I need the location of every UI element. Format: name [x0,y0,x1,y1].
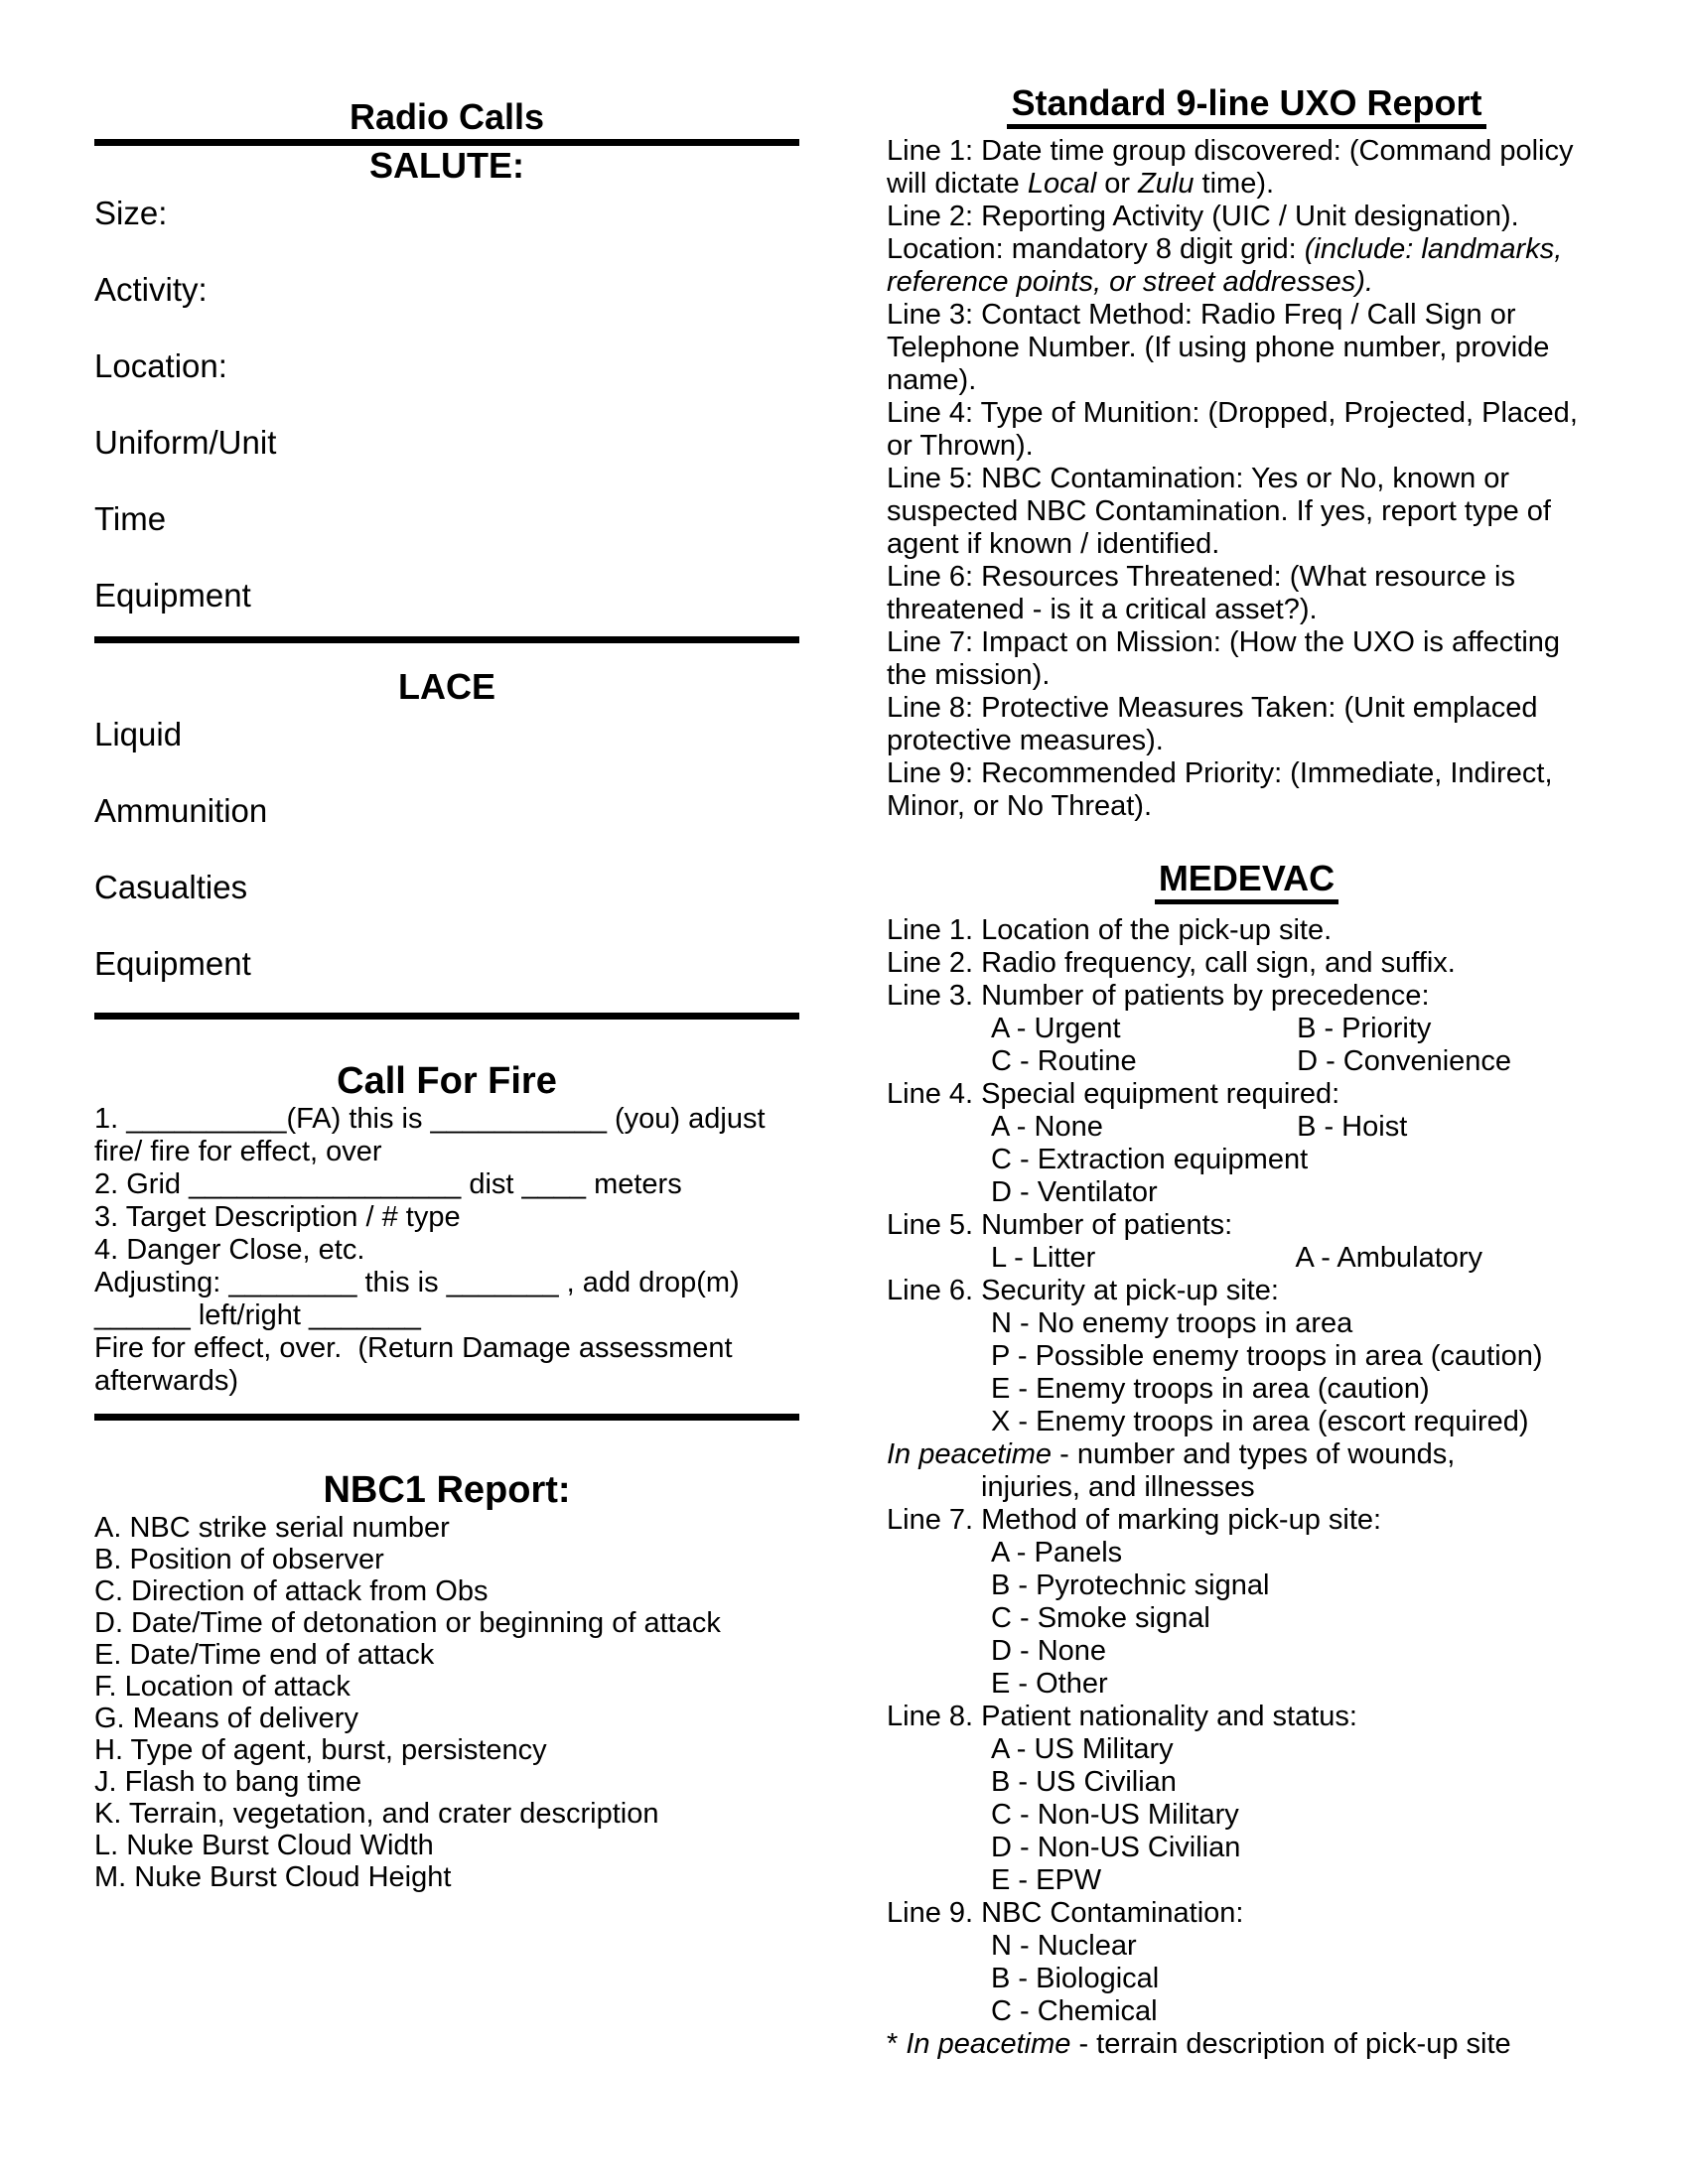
uxo-paragraph: Location: mandatory 8 digit grid: (include: landmarks, reference points, or street addresses). [887,233,1563,298]
salute-field: Size: [94,195,168,231]
medevac-row-text: Line 1. Location of the pick-up site. [887,914,1333,946]
medevac-row [887,1864,1607,1897]
medevac-row [887,1471,1607,1504]
medevac-row [887,1045,1607,1078]
medevac-row [887,1340,1607,1373]
lace-field: Ammunition [94,792,268,829]
medevac-row-text: A - Panels [991,1537,1123,1569]
medevac-row [887,1209,1607,1242]
medevac-row [887,1307,1607,1340]
call-for-fire-line: Adjusting: ________ this is _______ , add drop(m) [94,1267,740,1298]
uxo-paragraph: Line 7: Impact on Mission: (How the UXO is affecting the mission). [887,626,1561,691]
medevac-row-text: C - Extraction equipment [991,1144,1309,1175]
medevac-row [887,1701,1607,1733]
medevac-row-text: E - Other [991,1668,1108,1700]
salute-heading: SALUTE: [369,145,524,186]
medevac-row [887,1733,1607,1766]
uxo-paragraph: Line 5: NBC Contamination: Yes or No, known or suspected NBC Contamination. If yes, report type of agent if known / identified. [887,463,1551,560]
medevac-row [887,1537,1607,1570]
salute-field: Activity: [94,271,208,308]
medevac-row [887,1832,1607,1864]
call-for-fire-line: fire/ fire for effect, over [94,1136,382,1167]
medevac-row [887,1963,1607,1995]
lace-field: Liquid [94,716,183,752]
medevac-row-text: In peacetime - number and types of wounds, [887,1438,1456,1470]
nbc1-item: L. Nuke Burst Cloud Width [94,1830,434,1861]
nbc1-heading: NBC1 Report: [323,1469,571,1511]
medevac-row [887,1930,1607,1963]
medevac-row-second-column-text: B - Priority [1297,1013,1432,1044]
medevac-row-text: A - None [991,1111,1103,1143]
call-for-fire-line: 3. Target Description / # type [94,1201,461,1233]
call-for-fire-line: afterwards) [94,1365,239,1397]
call-for-fire-line: ______ left/right _______ [94,1299,421,1331]
medevac-row-text: C - Smoke signal [991,1602,1210,1634]
right-column [887,83,1607,2061]
medevac-row-text: * In peacetime - terrain description of pick-up site [887,2028,1511,2060]
salute-field: Uniform/Unit [94,424,277,461]
uxo-heading-text: Standard 9-line UXO Report [1007,83,1485,129]
medevac-row-text: Line 4. Special equipment required: [887,1078,1340,1110]
call-for-fire-line: Fire for effect, over. (Return Damage assessment [94,1332,733,1364]
medevac-row-text: X - Enemy troops in area (escort required) [991,1406,1529,1437]
medevac-row [887,1406,1607,1438]
medevac-row [887,1176,1607,1209]
nbc1-item: J. Flash to bang time [94,1766,362,1798]
medevac-row-text: Line 5. Number of patients: [887,1209,1233,1241]
uxo-paragraph: Line 2: Reporting Activity (UIC / Unit designation). [887,201,1519,232]
medevac-row [887,1766,1607,1799]
medevac-row-second-column-text: D - Convenience [1297,1045,1512,1077]
medevac-row [887,1078,1607,1111]
call-for-fire-line: 4. Danger Close, etc. [94,1234,365,1266]
salute-field: Location: [94,347,227,384]
divider-above-lace [94,636,799,643]
medevac-heading [887,859,1607,904]
medevac-row [887,1275,1607,1307]
medevac-row [887,914,1607,947]
lace-field-list [94,715,799,983]
medevac-row [887,1897,1607,1930]
medevac-row-text: C - Routine [991,1045,1137,1077]
uxo-paragraph: Line 4: Type of Munition: (Dropped, Projected, Placed, or Thrown). [887,397,1578,462]
medevac-row-text: Line 8. Patient nationality and status: [887,1701,1357,1732]
medevac-row-text: E - EPW [991,1864,1102,1896]
call-for-fire-line: 2. Grid _________________ dist ____ meters [94,1168,682,1200]
medevac-row [887,980,1607,1013]
radio-calls-title: Radio Calls [349,96,545,137]
medevac-row-text: Line 7. Method of marking pick-up site: [887,1504,1382,1536]
medevac-row [887,1668,1607,1701]
salute-field: Equipment [94,577,251,614]
call-for-fire-line: 1. __________(FA) this is ___________ (you) adjust [94,1103,766,1135]
medevac-row [887,1438,1607,1471]
nbc1-item: K. Terrain, vegetation, and crater description [94,1798,659,1830]
uxo-paragraph: Line 9: Recommended Priority: (Immediate, Indirect, Minor, or No Threat). [887,757,1553,822]
medevac-row [887,1144,1607,1176]
nbc1-item: B. Position of observer [94,1544,384,1575]
call-for-fire-heading: Call For Fire [337,1060,557,1102]
nbc1-item: F. Location of attack [94,1671,351,1703]
nbc1-item: A. NBC strike serial number [94,1512,450,1544]
medevac-row-text: Line 2. Radio frequency, call sign, and suffix. [887,947,1456,979]
medevac-row-text: Line 6. Security at pick-up site: [887,1275,1279,1306]
nbc1-item: E. Date/Time end of attack [94,1639,435,1671]
medevac-row-text: injuries, and illnesses [981,1471,1255,1503]
medevac-row-text: E - Enemy troops in area (caution) [991,1373,1430,1405]
medevac-row [887,1602,1607,1635]
medevac-line-list [887,914,1607,2061]
medevac-row-second-column-text: B - Hoist [1297,1111,1408,1143]
lace-field: Equipment [94,945,251,982]
nbc1-item: D. Date/Time of detonation or beginning of attack [94,1607,721,1639]
nbc1-item: G. Means of delivery [94,1703,358,1734]
nbc1-item: M. Nuke Burst Cloud Height [94,1861,452,1893]
medevac-row-text: B - US Civilian [991,1766,1177,1798]
medevac-row [887,1995,1607,2028]
medevac-row-text: B - Biological [991,1963,1160,1994]
medevac-row [887,1111,1607,1144]
medevac-row-text: C - Non-US Military [991,1799,1239,1831]
medevac-row [887,1635,1607,1668]
medevac-row-text: D - None [991,1635,1107,1667]
uxo-paragraph: Line 8: Protective Measures Taken: (Unit emplaced protective measures). [887,692,1538,756]
left-column [94,97,799,1893]
medevac-row-text: N - No enemy troops in area [991,1307,1353,1339]
nbc1-item-list [94,1512,799,1893]
call-for-fire-lines [94,1103,799,1398]
uxo-paragraph: Line 3: Contact Method: Radio Freq / Call Sign or Telephone Number. (If using phone number, provide name). [887,299,1550,396]
lace-field: Casualties [94,869,248,905]
nbc1-item: C. Direction of attack from Obs [94,1575,489,1607]
medevac-row-text: A - Urgent [991,1013,1121,1044]
uxo-paragraph: Line 6: Resources Threatened: (What resource is threatened - is it a critical asset?). [887,561,1515,625]
salute-field-list [94,194,799,614]
medevac-row-text: C - Chemical [991,1995,1158,2027]
medevac-row [887,1799,1607,1832]
divider-above-call-for-fire [94,1013,799,1020]
uxo-paragraph: Line 1: Date time group discovered: (Command policy will dictate Local or Zulu time). [887,135,1574,200]
medevac-row-text: D - Non-US Civilian [991,1832,1241,1863]
nbc1-item: H. Type of agent, burst, persistency [94,1734,547,1766]
uxo-heading [887,83,1607,129]
medevac-row [887,1242,1607,1275]
uxo-paragraph-list [887,135,1607,823]
medevac-row-text: P - Possible enemy troops in area (caution) [991,1340,1543,1372]
medevac-row [887,1013,1607,1045]
medevac-row-text: A - US Military [991,1733,1174,1765]
lace-heading: LACE [398,666,495,707]
medevac-row-text: B - Pyrotechnic signal [991,1570,1270,1601]
medevac-row [887,1373,1607,1406]
medevac-row-text: Line 9. NBC Contamination: [887,1897,1244,1929]
medevac-row-text: Line 3. Number of patients by precedence: [887,980,1430,1012]
divider-above-nbc1 [94,1414,799,1421]
salute-field: Time [94,500,167,537]
medevac-row-second-column-text: A - Ambulatory [1295,1242,1483,1274]
medevac-row [887,1570,1607,1602]
medevac-row [887,2028,1607,2061]
medevac-row [887,1504,1607,1537]
medevac-row-text: D - Ventilator [991,1176,1158,1208]
medevac-row-text: L - Litter [991,1242,1096,1274]
medevac-heading-text: MEDEVAC [1155,859,1338,904]
medevac-row-text: N - Nuclear [991,1930,1137,1962]
medevac-row [887,947,1607,980]
